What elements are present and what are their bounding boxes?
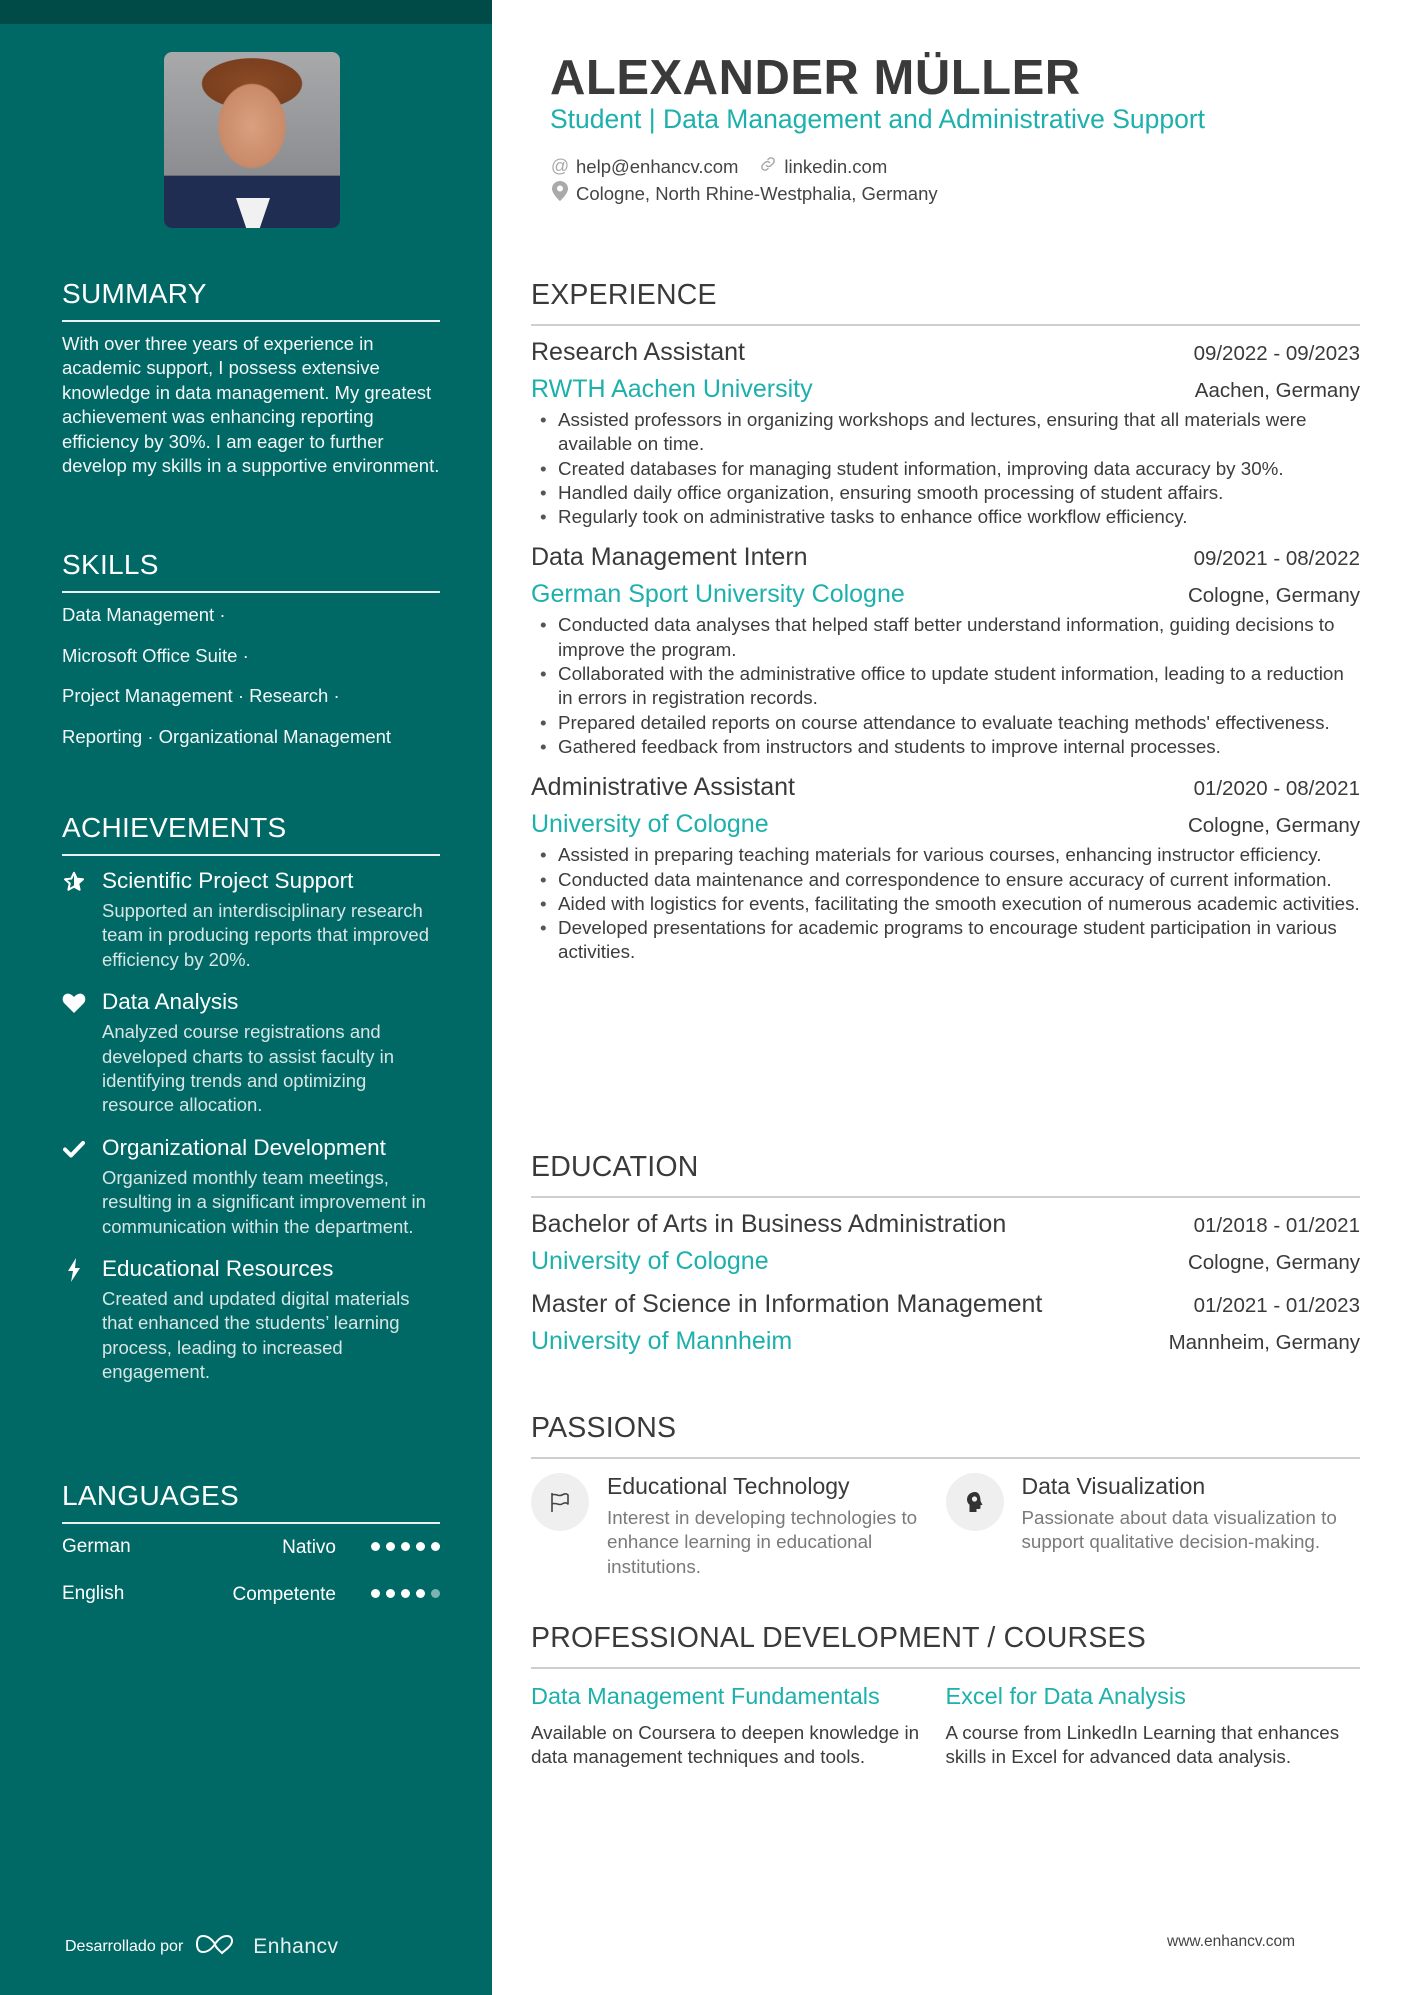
star-icon (62, 870, 86, 894)
section-heading: PASSIONS (531, 1412, 1360, 1459)
powered-by (65, 1932, 339, 1961)
job-dates: 09/2022 - 09/2023 (1193, 342, 1360, 365)
brand-name: Enhancv (253, 1934, 339, 1958)
website-link[interactable]: linkedin.com (784, 155, 888, 177)
summary-text: With over three years of experience in academic support, I possess extensive knowledge in data management. My greatest achievement was enhancing reporting efficiency by 30%. I am eager to further develop my skills in a supportive environment. (62, 333, 440, 477)
bullet: • Conducted data analyses that helped staff better understand information, guiding decisions to improve the program. (531, 613, 1360, 662)
experience-section (531, 279, 1360, 965)
education-location: Mannheim, Germany (1168, 1331, 1360, 1354)
achievement-title: Data Analysis (102, 989, 239, 1015)
heart-icon (62, 991, 86, 1015)
enhancv-logo-icon (195, 1932, 241, 1961)
job-bullets (531, 408, 1360, 529)
job-location: Cologne, Germany (1187, 584, 1360, 608)
bullet: • Assisted in preparing teaching materials for various courses, enhancing instructor efficiency. (531, 843, 1360, 867)
course-item (531, 1681, 946, 1770)
bullet: • Conducted data maintenance and correspondence to ensure accuracy of current information. (531, 868, 1360, 892)
passions-section (531, 1412, 1360, 1579)
check-icon (62, 1137, 86, 1161)
bullet: • Prepared detailed reports on course attendance to evaluate teaching methods' effectiveness. (531, 711, 1360, 735)
job-org: German Sport University Cologne (531, 580, 905, 609)
bolt-icon (62, 1258, 86, 1282)
language-row (62, 1524, 440, 1571)
passion-desc: Passionate about data visualization to support qualitative decision-making. (1021, 1507, 1337, 1553)
passion-item (946, 1471, 1361, 1579)
course-title: Data Management Fundamentals (531, 1683, 880, 1709)
education-entry (531, 1290, 1360, 1356)
bullet: • Handled daily office organization, ensuring smooth processing of student affairs. (531, 481, 1360, 505)
location-text: Cologne, North Rhine-Westphalia, Germany (576, 182, 938, 204)
bullet: • Regularly took on administrative tasks to enhance office workflow efficiency. (531, 505, 1360, 529)
contact-info (550, 153, 938, 207)
degree: Master of Science in Information Management (531, 1290, 1043, 1318)
passion-desc: Interest in developing technologies to enhance learning in educational institutions. (607, 1507, 918, 1577)
bullet: • Gathered feedback from instructors and students to improve internal processes. (531, 735, 1360, 759)
profile-photo (164, 52, 340, 228)
education-location: Cologne, Germany (1187, 1251, 1360, 1274)
bullet: • Developed presentations for academic programs to encourage student participation in various activities. (531, 916, 1360, 965)
candidate-title: Student | Data Management and Administrative Support (550, 104, 1206, 134)
job-role: Research Assistant (531, 338, 745, 366)
section-heading: SUMMARY (62, 278, 440, 322)
job-dates: 09/2021 - 08/2022 (1193, 547, 1360, 571)
skill-line: Microsoft Office Suite · (62, 644, 249, 666)
bullet: • Assisted professors in organizing workshops and lectures, ensuring that all materials were available on time. (531, 408, 1360, 457)
achievement-title: Organizational Development (102, 1134, 386, 1160)
job-dates: 01/2020 - 08/2021 (1193, 777, 1360, 801)
link-icon (758, 155, 778, 178)
job-role: Data Management Intern (531, 543, 808, 572)
job-entry (531, 773, 1360, 964)
language-name: English (62, 1583, 125, 1604)
proficiency-dots (371, 1542, 440, 1551)
education-section (531, 1151, 1360, 1356)
languages-section (62, 1480, 440, 1618)
head-brain-icon (946, 1473, 1004, 1531)
achievement-title: Scientific Project Support (102, 868, 354, 893)
achievement-item (62, 866, 440, 972)
bullet: • Created databases for managing student information, improving data accuracy by 30%. (531, 457, 1360, 481)
degree: Bachelor of Arts in Business Administration (531, 1210, 1007, 1238)
job-location: Aachen, Germany (1194, 379, 1360, 402)
map-pin-icon (550, 181, 570, 206)
skill-line: Reporting · Organizational Management (62, 725, 392, 747)
course-item (946, 1681, 1361, 1770)
education-dates: 01/2018 - 01/2021 (1193, 1214, 1360, 1237)
language-name: German (62, 1536, 131, 1557)
education-entry (531, 1210, 1360, 1276)
achievement-item (62, 1133, 440, 1239)
achievement-desc: Supported an interdisciplinary research team in producing reports that improved efficiency by 20%. (102, 900, 430, 970)
passion-item (531, 1471, 946, 1579)
powered-by-label: Desarrollado por (65, 1937, 184, 1955)
at-icon: @ (550, 156, 570, 176)
bullet: • Collaborated with the administrative office to update student information, leading to a reduction in errors in registration records. (531, 662, 1360, 711)
section-heading: SKILLS (62, 549, 440, 593)
section-heading: EDUCATION (531, 1151, 1360, 1198)
summary-section (62, 278, 440, 478)
job-role: Administrative Assistant (531, 773, 795, 802)
job-org: RWTH Aachen University (531, 375, 813, 403)
school: University of Mannheim (531, 1327, 793, 1355)
language-level: Nativo (282, 1537, 336, 1558)
achievement-desc: Analyzed course registrations and developed charts to assist faculty in identifying trends and optimizing resource allocation. (102, 1021, 395, 1116)
achievement-desc: Created and updated digital materials that enhanced the students’ learning process, leading to increased engagement. (102, 1288, 410, 1383)
job-entry (531, 338, 1360, 529)
course-desc: A course from LinkedIn Learning that enhances skills in Excel for advanced data analysis. (945, 1722, 1340, 1768)
course-title: Excel for Data Analysis (945, 1683, 1186, 1709)
section-heading: PROFESSIONAL DEVELOPMENT / COURSES (531, 1622, 1360, 1669)
flag-icon (531, 1473, 589, 1531)
job-bullets (531, 843, 1360, 964)
job-org: University of Cologne (531, 810, 769, 839)
candidate-name: ALEXANDER MÜLLER (550, 51, 1081, 105)
education-dates: 01/2021 - 01/2023 (1193, 1294, 1360, 1317)
school: University of Cologne (531, 1247, 769, 1275)
job-entry (531, 543, 1360, 759)
proficiency-dots (371, 1589, 440, 1598)
passion-title: Educational Technology (607, 1473, 850, 1499)
sidebar (0, 0, 492, 1995)
job-location: Cologne, Germany (1187, 814, 1360, 838)
sidebar-top-strip (0, 0, 492, 24)
course-desc: Available on Coursera to deepen knowledge in data management techniques and tools. (531, 1722, 920, 1768)
achievement-item (62, 987, 440, 1118)
skills-section (62, 549, 440, 765)
section-heading: EXPERIENCE (531, 279, 1360, 326)
language-level: Competente (232, 1584, 336, 1605)
passion-title: Data Visualization (1021, 1473, 1206, 1499)
footer-url[interactable]: www.enhancv.com (1167, 1933, 1296, 1950)
achievements-section (62, 812, 440, 1385)
courses-section (531, 1622, 1360, 1770)
section-heading: LANGUAGES (62, 1480, 440, 1524)
job-bullets (531, 613, 1360, 759)
achievement-item (62, 1254, 440, 1385)
email-link[interactable]: help@enhancv.com (576, 155, 739, 177)
skill-line: Data Management · (62, 604, 226, 625)
bullet: • Aided with logistics for events, facilitating the smooth execution of numerous academic activities. (531, 892, 1360, 916)
section-heading: ACHIEVEMENTS (62, 812, 440, 856)
achievement-title: Educational Resources (102, 1256, 334, 1282)
achievement-desc: Organized monthly team meetings, resulting in a significant improvement in communication within the department. (102, 1166, 426, 1237)
language-row (62, 1571, 440, 1618)
skill-line: Project Management · Research · (62, 685, 340, 706)
